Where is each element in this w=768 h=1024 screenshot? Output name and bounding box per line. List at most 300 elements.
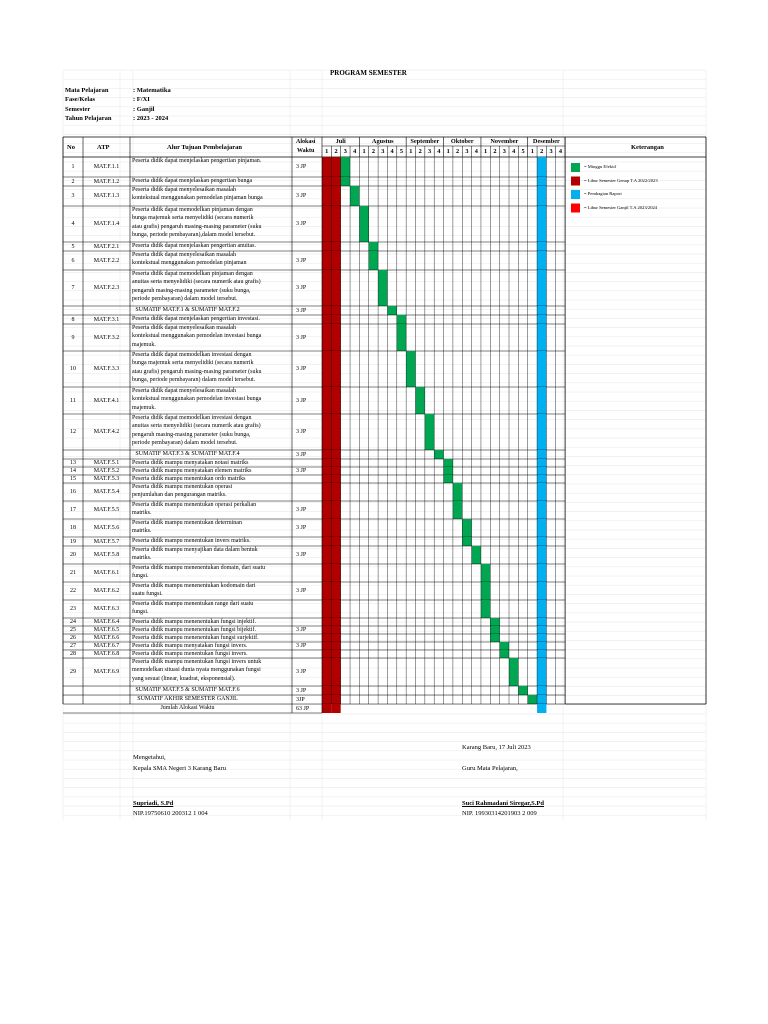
holiday-cell [322, 351, 331, 387]
month-label: Juli [335, 138, 346, 145]
row-objective: Peserta didik dapat memodelkan pinjaman dengan [132, 270, 253, 277]
holiday-cell [322, 634, 331, 642]
row-number: 28 [70, 651, 76, 657]
row-alokasi: 63 JP [296, 705, 310, 712]
holiday-cell [331, 519, 340, 537]
holiday-cell [322, 695, 331, 704]
effective-week-cell [369, 251, 378, 270]
effective-week-cell [528, 695, 537, 704]
holiday-cell [331, 324, 340, 351]
row-objective: yang sesuai (linear, kuadrat, eksponensial). [132, 675, 236, 682]
row-alokasi: 3 JP [296, 468, 307, 474]
week-number: 2 [371, 147, 375, 155]
effective-week-cell [350, 186, 359, 206]
row-atp-code: MAT.F.2.1 [93, 243, 120, 250]
effective-week-cell [490, 626, 499, 634]
holiday-cell [331, 414, 340, 450]
report-cell [537, 177, 546, 186]
effective-week-cell [462, 519, 471, 537]
row-atp-code: MAT.F.1.4 [93, 221, 120, 227]
month-label: Agustus [371, 138, 394, 145]
row-number: 8 [71, 316, 75, 323]
week-number: 1 [362, 147, 366, 155]
holiday-cell [322, 564, 331, 582]
row-atp-code: MAT.F.5.2 [93, 468, 120, 474]
row-objective: Peserta didik dapat menyelesaikan masalah [132, 186, 236, 193]
row-objective: penjumlahan dan pengurangan matriks. [132, 492, 227, 499]
effective-week-cell [341, 157, 350, 177]
info-value: : F/XI [133, 96, 150, 104]
row-objective: Peserta didik dapat menyelesaikan masalah [132, 387, 236, 394]
effective-week-cell [472, 546, 481, 564]
report-cell [537, 315, 546, 324]
row-objective: Peserta didik mampu menentukan ordo matriks [132, 475, 246, 482]
report-cell [537, 626, 546, 634]
summative-label: SUMATIF MAT.F.3 & SUMATIF MAT.F.4 [135, 451, 240, 457]
holiday-cell [331, 501, 340, 519]
holiday-cell [322, 242, 331, 251]
effective-week-cell [500, 650, 509, 658]
report-cell [537, 324, 546, 351]
holiday-cell [322, 306, 331, 315]
holiday-cell [322, 483, 331, 501]
week-number: 4 [558, 147, 562, 155]
summative-label: SUMATIF MAT.F.5 & SUMATIF MAT.F.6 [135, 687, 240, 693]
row-atp-code: MAT.F.4.1 [93, 397, 120, 404]
row-atp-code: MAT.F.1.1 [93, 164, 120, 170]
signature-left-line2: Kepala SMA Negeri 3 Karang Baru [133, 765, 226, 772]
row-objective: kontekstual menggunakan pemodelan pinjaman bunga [132, 195, 263, 202]
holiday-cell [331, 306, 340, 315]
summative-label: Jumlah Alokasi Waktu [160, 705, 215, 711]
week-number: 2 [540, 147, 544, 155]
effective-week-cell [481, 600, 490, 618]
legend-label: = Minggu Efektif [584, 164, 617, 169]
holiday-cell [331, 387, 340, 414]
legend-swatch [571, 177, 580, 186]
row-objective: Peserta didik mampu menentukan fungsi invers untuk [132, 658, 262, 665]
effective-week-cell [434, 450, 443, 459]
header-no: No [67, 144, 75, 151]
report-cell [537, 186, 546, 206]
holiday-cell [322, 324, 331, 351]
effective-week-cell [406, 351, 415, 387]
row-objective: Peserta didik mampu menyatakan elemen matriks [132, 467, 252, 474]
effective-week-cell [490, 634, 499, 642]
week-number: 2 [455, 147, 460, 155]
row-atp-code: MAT.F.5.8 [93, 552, 120, 558]
signature-place-date: Karang Baru, 17 Juli 2023 [462, 744, 531, 751]
legend-label: = Pembagian Raport [584, 191, 622, 196]
report-cell [537, 251, 546, 270]
effective-week-cell [509, 658, 518, 686]
week-number: 3 [549, 147, 553, 155]
report-cell [537, 658, 546, 686]
row-atp-code: MAT.F.6.6 [93, 635, 120, 641]
row-objective: kontekstual menggunakan pemodelan investasi bunga [132, 396, 262, 403]
report-cell [537, 459, 546, 467]
row-objective: majemuk. [132, 404, 156, 411]
row-objective: Peserta didik dapat menyelesaikan masalah [132, 251, 236, 258]
row-atp-code: MAT.F.5.7 [93, 538, 120, 545]
holiday-cell [322, 467, 331, 475]
row-objective: majemuk. [132, 341, 156, 348]
row-number: 25 [70, 627, 76, 633]
holiday-cell [322, 501, 331, 519]
effective-week-cell [490, 618, 499, 626]
row-alokasi: 3 JP [296, 687, 307, 694]
week-number: 4 [437, 147, 441, 155]
row-atp-code: MAT.F.1.2 [93, 178, 120, 185]
holiday-cell [331, 177, 340, 186]
legend-swatch [571, 204, 580, 213]
row-number: 5 [71, 243, 75, 250]
holiday-cell [331, 315, 340, 324]
legend-swatch [571, 163, 580, 172]
holiday-cell [322, 450, 331, 459]
row-number: 9 [71, 334, 75, 341]
row-objective: Peserta didik dapat menjelaskan pengertian anuitas. [132, 242, 256, 249]
week-number: 1 [530, 147, 534, 155]
holiday-cell [322, 600, 331, 618]
row-alokasi: 3 JP [296, 525, 307, 531]
row-atp-code: MAT.F.5.3 [93, 476, 120, 482]
holiday-cell [322, 704, 331, 713]
row-atp-code: MAT.F.5.4 [93, 489, 120, 495]
signature-left-name: Supriadi, S.Pd [133, 800, 174, 807]
holiday-cell [322, 642, 331, 650]
row-alokasi: 3 JP [296, 588, 307, 594]
effective-week-cell [453, 501, 462, 519]
row-atp-code: MAT.F.2.2 [93, 257, 120, 264]
week-number: 3 [343, 147, 347, 155]
holiday-cell [331, 658, 340, 686]
row-alokasi: 3JP [296, 696, 305, 703]
holiday-cell [331, 157, 340, 177]
row-alokasi: 3 JP [296, 552, 307, 558]
row-objective: kontekstual menggunakan pemodelan pinjaman [132, 260, 247, 267]
holiday-cell [331, 564, 340, 582]
row-objective: Peserta didik mampu menenentukan fungsi injektif. [132, 618, 256, 625]
row-atp-code: MAT.F.3.1 [93, 316, 120, 323]
row-objective: Peserta didik dapat memodelkan investasi dengan [132, 351, 252, 358]
report-cell [537, 650, 546, 658]
report-cell [537, 537, 546, 546]
holiday-cell [331, 467, 340, 475]
row-number: 13 [70, 460, 76, 466]
row-objective: Peserta didik dapat menjelaskan pengertian pinjaman. [132, 157, 262, 164]
row-objective: Peserta didik dapat memodelkan investasi dengan [132, 414, 252, 421]
week-number: 3 [465, 147, 469, 155]
row-number: 7 [71, 285, 75, 291]
info-label: Fase/Kelas [65, 96, 95, 104]
row-objective: Peserta didik mampu menyatakan notasi matriks [132, 459, 249, 466]
month-label: Oktober [450, 138, 474, 145]
row-atp-code: MAT.F.6.2 [93, 588, 120, 594]
report-cell [537, 564, 546, 582]
row-objective: bunga, periode pembayaran) dalam model tersebut. [132, 377, 256, 384]
row-objective: Peserta didik mampu menentukan determinan [132, 519, 242, 526]
row-atp-code: MAT.F.6.1 [93, 570, 120, 576]
holiday-cell [331, 634, 340, 642]
week-number: 4 [390, 147, 394, 155]
month-label: November [490, 138, 519, 145]
effective-week-cell [416, 387, 425, 414]
report-cell [537, 414, 546, 450]
row-objective: bunga, periode pembayaran),dalam model tersebut. [132, 232, 256, 239]
holiday-cell [331, 270, 340, 306]
week-number: 1 [409, 147, 413, 155]
row-alokasi: 3 JP [296, 164, 307, 170]
holiday-cell [322, 582, 331, 600]
row-alokasi: 3 JP [296, 366, 307, 372]
week-number: 2 [493, 147, 497, 155]
holiday-cell [322, 475, 331, 483]
holiday-cell [331, 686, 340, 695]
row-objective: Peserta didik mampu menenentukan fungsi bijektif. [132, 626, 256, 633]
info-value: : Matematika [133, 87, 171, 94]
holiday-cell [322, 414, 331, 450]
week-number: 2 [334, 147, 338, 155]
legend-swatch [571, 190, 580, 199]
row-number: 29 [70, 669, 76, 675]
holiday-cell [322, 315, 331, 324]
legend-label: = Libur Semester Ganjil T.A 2023/2024 [584, 204, 658, 210]
report-cell [537, 467, 546, 475]
report-cell [537, 351, 546, 387]
row-objective: Peserta didik dapat menjelaskan pengertian investasi. [132, 315, 260, 322]
signature-right-nip: NIP. 19930314201903 2 009 [462, 810, 537, 817]
holiday-cell [331, 537, 340, 546]
summative-label: SUMATIF MAT.F.1 & SUMATIF MAT.F.2 [135, 307, 240, 313]
month-label: Desember [532, 138, 560, 145]
row-alokasi: 3 JP [296, 451, 307, 458]
row-objective: periode pembayaran) dalam model tersebut. [132, 296, 238, 303]
report-cell [537, 704, 546, 713]
report-cell [537, 475, 546, 483]
row-alokasi: 3 JP [296, 257, 307, 264]
row-objective: memodelkan situasi dunia nyata menggunakan fungsi [132, 667, 261, 674]
row-atp-code: MAT.F.5.1 [93, 460, 120, 466]
report-cell [537, 618, 546, 626]
effective-week-cell [387, 306, 396, 315]
row-number: 6 [71, 257, 75, 264]
signature-right-line: Guru Mata Pelajaran, [462, 765, 518, 772]
row-objective: Peserta didik mampu menenentukan domain, dari suatu [132, 564, 266, 571]
holiday-cell [331, 186, 340, 206]
signature-left-line1: Mengetahui, [133, 754, 166, 761]
month-label: September [410, 138, 440, 145]
row-number: 20 [70, 552, 76, 558]
row-objective: Peserta didik mampu menyatakan fungsi invers. [132, 642, 248, 649]
report-cell [537, 242, 546, 251]
row-objective: bunga majemuk serta menyelidiki (secara numerik [132, 215, 254, 222]
row-alokasi: 3 JP [296, 307, 307, 314]
effective-week-cell [425, 414, 434, 450]
row-number: 11 [70, 397, 76, 404]
holiday-cell [322, 177, 331, 186]
header-keterangan: Keterangan [631, 144, 664, 151]
week-number: 2 [418, 147, 422, 155]
report-cell [537, 634, 546, 642]
holiday-cell [322, 459, 331, 467]
header-alokasi: Alokasi [296, 139, 316, 145]
signature-left-nip: NIP.19750610 200312 1 004 [133, 810, 208, 817]
row-objective: kontekstual menggunakan pemodelan investasi bunga [132, 333, 262, 340]
row-objective: periode pembayaran) dalam model tersebut. [132, 440, 238, 447]
effective-week-cell [378, 270, 387, 306]
report-cell [537, 157, 546, 177]
effective-week-cell [341, 177, 350, 186]
week-number: 1 [484, 147, 488, 155]
row-number: 17 [70, 507, 76, 513]
report-cell [537, 450, 546, 459]
effective-week-cell [444, 475, 453, 483]
holiday-cell [331, 351, 340, 387]
row-number: 10 [70, 366, 76, 372]
holiday-cell [322, 251, 331, 270]
week-number: 4 [474, 147, 478, 155]
holiday-cell [322, 186, 331, 206]
row-number: 26 [70, 635, 76, 641]
info-value: : Ganjil [133, 105, 155, 113]
row-number: 19 [70, 538, 76, 545]
header-atp: ATP [97, 144, 110, 151]
week-number: 4 [512, 147, 516, 155]
info-label: Mata Pelajaran [65, 87, 109, 94]
row-objective: Peserta didik dapat menyelesaikan masalah [132, 324, 236, 331]
row-alokasi: 3 JP [296, 669, 307, 675]
report-cell [537, 582, 546, 600]
row-atp-code: MAT.F.6.5 [93, 627, 120, 633]
row-objective: fungsi. [132, 609, 149, 616]
effective-week-cell [444, 459, 453, 467]
row-alokasi: 3 JP [296, 221, 307, 227]
row-number: 21 [70, 570, 76, 576]
holiday-cell [331, 546, 340, 564]
report-cell [537, 270, 546, 306]
signature-right-name: Suci Rahmadani Siregar,S.Pd [462, 800, 544, 807]
holiday-cell [331, 251, 340, 270]
row-objective: suatu fungsi. [132, 591, 163, 598]
row-objective: Peserta didik mampu menentukan range dari suatu [132, 600, 254, 607]
row-number: 14 [70, 468, 76, 474]
effective-week-cell [369, 242, 378, 251]
week-number: 5 [521, 147, 525, 155]
week-number: 3 [502, 147, 506, 155]
header-waktu: Waktu [297, 148, 315, 154]
report-cell [537, 686, 546, 695]
row-objective: Peserta didik dapat memodelkan pinjaman dengan [132, 206, 253, 213]
row-atp-code: MAT.F.3.3 [93, 366, 120, 372]
effective-week-cell [453, 483, 462, 501]
row-atp-code: MAT.F.6.7 [93, 643, 120, 649]
holiday-cell [322, 626, 331, 634]
holiday-cell [331, 600, 340, 618]
row-objective: matriks. [132, 555, 152, 562]
row-objective: atau grafis) pengaruh masing-masing parameter (suku [132, 223, 262, 230]
row-atp-code: MAT.F.2.3 [93, 285, 120, 291]
row-alokasi: 3 JP [296, 193, 307, 199]
report-cell [537, 546, 546, 564]
row-number: 12 [70, 429, 76, 435]
row-number: 2 [71, 178, 75, 185]
holiday-cell [331, 242, 340, 251]
holiday-cell [331, 695, 340, 704]
holiday-cell [331, 475, 340, 483]
row-objective: atau grafis) pengaruh masing-masing parameter (suku [132, 368, 262, 375]
holiday-cell [322, 270, 331, 306]
row-objective: Peserta didik mampu menyajikan data dalam bentuk [132, 546, 258, 553]
report-cell [537, 695, 546, 704]
week-number: 3 [381, 147, 385, 155]
info-label: Tahun Pelajaran [65, 114, 112, 122]
row-objective: Peserta didik mampu menenentukan kodomain dari [132, 582, 256, 589]
row-objective: pengaruh masing-masing parameter (suku bunga, [132, 431, 251, 438]
row-alokasi: 3 JP [296, 643, 307, 649]
effective-week-cell [359, 206, 368, 242]
row-atp-code: MAT.F.5.5 [93, 507, 120, 513]
row-number: 1 [71, 164, 75, 170]
holiday-cell [322, 387, 331, 414]
row-number: 15 [70, 476, 76, 482]
holiday-cell [322, 618, 331, 626]
row-atp-code: MAT.F.1.3 [93, 193, 120, 199]
row-objective: matriks. [132, 510, 152, 517]
holiday-cell [322, 157, 331, 177]
effective-week-cell [518, 686, 527, 695]
row-alokasi: 3 JP [296, 334, 307, 341]
row-atp-code: MAT.F.3.2 [93, 334, 120, 341]
row-atp-code: MAT.F.6.4 [93, 619, 120, 625]
effective-week-cell [481, 564, 490, 582]
week-number: 4 [353, 147, 357, 155]
holiday-cell [331, 582, 340, 600]
effective-week-cell [481, 582, 490, 600]
holiday-cell [331, 206, 340, 242]
week-number: 5 [399, 147, 404, 155]
row-number: 23 [70, 606, 76, 612]
summative-label: SUMATIF AKHIR SEMESTER GANJIL [137, 696, 238, 702]
holiday-cell [322, 546, 331, 564]
effective-week-cell [444, 467, 453, 475]
week-number: 1 [446, 147, 450, 155]
row-number: 22 [70, 588, 76, 594]
header-tujuan: Alur Tujuan Pembelajaran [167, 144, 243, 151]
row-atp-code: MAT.F.6.3 [93, 606, 120, 612]
row-objective: Peserta didik mampu menentukan operasi perkalian [132, 501, 257, 508]
holiday-cell [322, 658, 331, 686]
holiday-cell [322, 537, 331, 546]
row-number: 27 [70, 643, 76, 649]
row-objective: Peserta didik mampu menentukan fungsi invers. [132, 650, 248, 657]
row-objective: anuitas serta menyelidiki (secara numerik atau grafis) [132, 279, 261, 286]
holiday-cell [331, 483, 340, 501]
row-atp-code: MAT.F.6.9 [93, 669, 120, 675]
holiday-cell [331, 626, 340, 634]
effective-week-cell [397, 324, 406, 351]
holiday-cell [331, 618, 340, 626]
effective-week-cell [397, 315, 406, 324]
holiday-cell [331, 650, 340, 658]
report-cell [537, 387, 546, 414]
row-alokasi: 3 JP [296, 429, 307, 435]
holiday-cell [322, 206, 331, 242]
row-objective: bunga majemuk serta menyelidiki (secara numerik [132, 360, 254, 367]
row-objective: fungsi. [132, 573, 149, 580]
holiday-cell [322, 650, 331, 658]
row-alokasi: 3 JP [296, 507, 307, 513]
